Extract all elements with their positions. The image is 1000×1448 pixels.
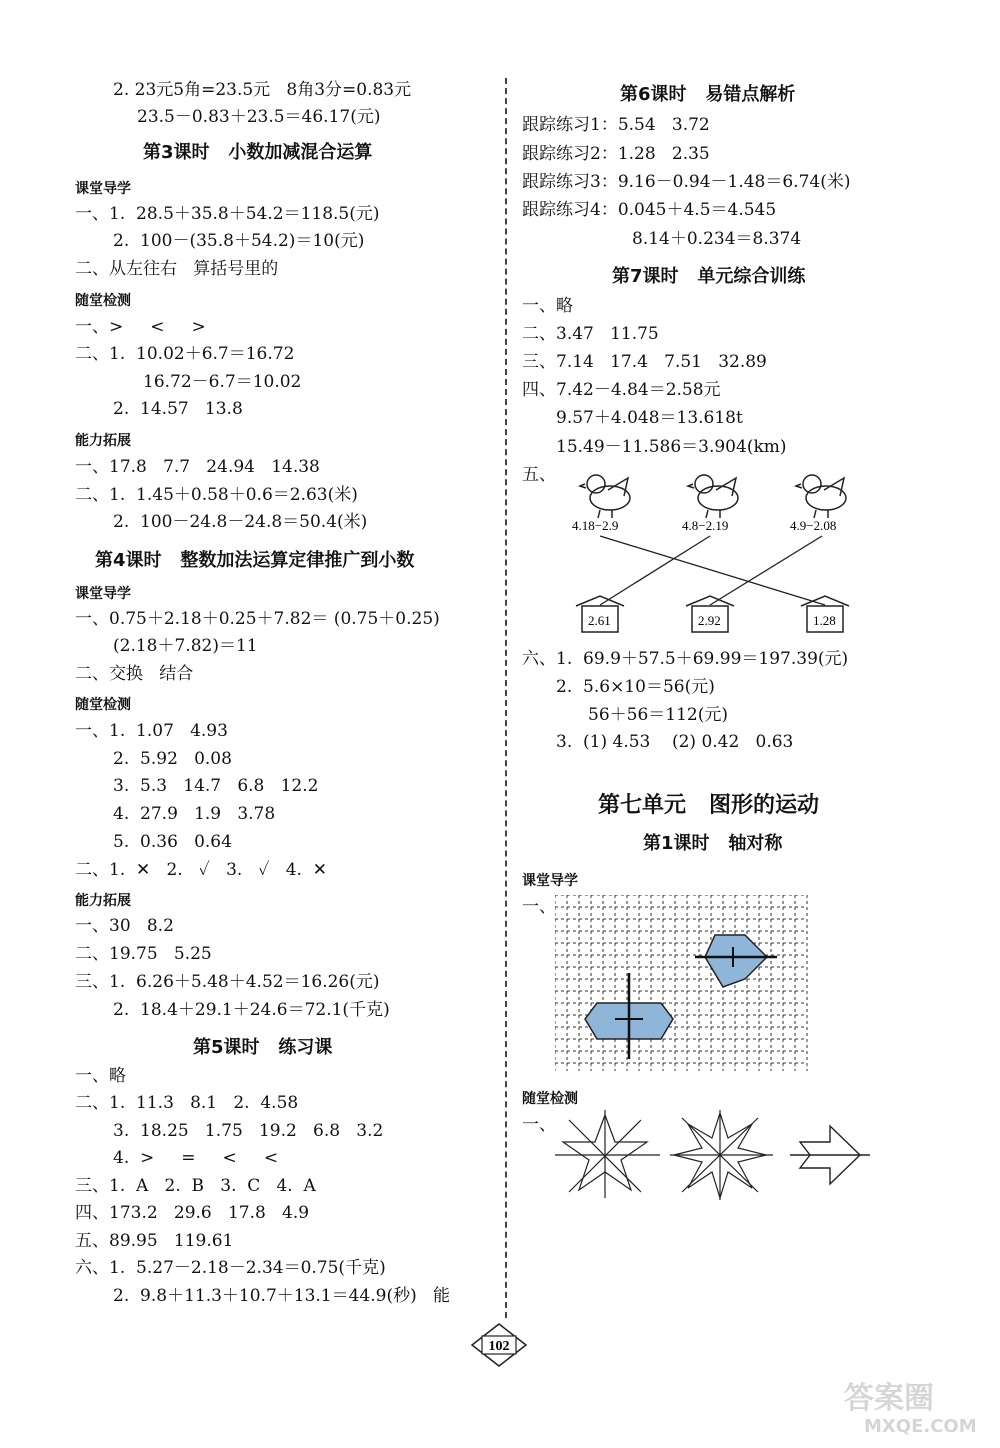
section-label: 随堂检测 xyxy=(75,293,131,309)
section-label: 能力拓展 xyxy=(75,433,131,449)
answer-line: 2. 100－(35.8＋54.2)＝10(元) xyxy=(113,231,365,251)
answer-line: 六、1. 69.9＋57.5＋69.99＝197.39(元) xyxy=(522,649,849,669)
bird-2-icon xyxy=(688,475,738,518)
section-label: 课堂导学 xyxy=(75,181,131,197)
answer-line: 三、1. 6.26＋5.48＋4.52＝16.26(元) xyxy=(75,972,380,992)
star-2-icon xyxy=(670,1110,773,1200)
answer-line: 一、0.75＋2.18＋0.25＋7.82＝ (0.75＋0.25) xyxy=(75,609,440,629)
answer-line: 三、1. A 2. B 3. C 4. A xyxy=(75,1176,316,1196)
answer-line: 一、略 xyxy=(522,296,573,316)
answer-line: 2. 14.57 13.8 xyxy=(113,399,243,419)
answer-line: 5. 0.36 0.64 xyxy=(113,832,232,852)
lesson-4-title: 第4课时 整数加法运算定律推广到小数 xyxy=(95,550,415,571)
symmetry-grid-figure xyxy=(555,895,815,1075)
matching-line xyxy=(710,536,822,605)
house-label: 2.61 xyxy=(588,613,611,628)
answer-line: 跟踪练习3：9.16－0.94－1.48＝6.74(米) xyxy=(522,172,851,192)
answer-line: 二、交换 结合 xyxy=(75,664,194,684)
answer-line: 4. 27.9 1.9 3.78 xyxy=(113,804,276,824)
answer-line: 一、1. 28.5＋35.8＋54.2＝118.5(元) xyxy=(75,204,380,224)
answer-line: 3. (1) 4.53 (2) 0.42 0.63 xyxy=(556,732,794,752)
answer-line: 跟踪练习4：0.045＋4.5＝4.545 xyxy=(522,200,777,220)
lesson-5-title: 第5课时 练习课 xyxy=(193,1037,333,1058)
answer-line: 一、 xyxy=(522,897,556,917)
answer-line: 五、89.95 119.61 xyxy=(75,1231,234,1251)
answer-line: 8.14＋0.234＝8.374 xyxy=(632,229,802,249)
answer-line: 3. 18.25 1.75 19.2 6.8 3.2 xyxy=(113,1121,384,1141)
answer-line: 四、173.2 29.6 17.8 4.9 xyxy=(75,1203,310,1223)
answer-line: 一、 xyxy=(522,1115,556,1135)
svg-text:MXQE.COM: MXQE.COM xyxy=(864,1416,977,1437)
answer-line: 56＋56＝112(元) xyxy=(588,705,728,725)
answer-line: (2.18＋7.82)＝11 xyxy=(113,636,258,656)
matching-line xyxy=(600,536,825,605)
bird-1-icon xyxy=(580,475,630,518)
answer-line: 五、 xyxy=(522,465,556,485)
answer-line: 16.72－6.7＝10.02 xyxy=(143,372,302,392)
unit-7-title: 第七单元 图形的运动 xyxy=(598,793,819,818)
section-label: 能力拓展 xyxy=(75,893,131,909)
lesson-1-title: 第1课时 轴对称 xyxy=(643,833,783,854)
arrow-icon xyxy=(790,1126,870,1184)
answer-line: 2. 100－24.8－24.8＝50.4(米) xyxy=(113,512,368,532)
answer-line: 二、1. ✕ 2. ✓ 3. ✓ 4. ✕ xyxy=(75,860,327,880)
answer-line: 2. 5.92 0.08 xyxy=(113,749,232,769)
answer-line: 二、从左往右 算括号里的 xyxy=(75,259,279,279)
answer-line: 2. 5.6×10＝56(元) xyxy=(556,677,715,697)
answer-line: 2. 23元5角=23.5元 8角3分=0.83元 xyxy=(113,80,412,100)
symmetry-figures xyxy=(555,1110,875,1200)
answer-line: 跟踪练习2：1.28 2.35 xyxy=(522,144,710,164)
answer-line: 一、> < > xyxy=(75,317,206,337)
answer-line: 跟踪练习1：5.54 3.72 xyxy=(522,115,710,135)
bird-house-matching-diagram xyxy=(560,470,860,640)
page-number: 102 xyxy=(488,1339,510,1354)
answer-line: 二、1. 1.45＋0.58＋0.6＝2.63(米) xyxy=(75,485,358,505)
section-label: 随堂检测 xyxy=(522,1091,578,1107)
watermark-logo xyxy=(834,1370,984,1440)
kite-shape xyxy=(705,935,767,987)
answer-line: 二、19.75 5.25 xyxy=(75,944,212,964)
answer-line: 15.49－11.586＝3.904(km) xyxy=(556,437,787,457)
bird-3-icon xyxy=(796,475,846,518)
answer-line: 23.5－0.83＋23.5＝46.17(元) xyxy=(137,107,381,127)
answer-line: 2. 18.4＋29.1＋24.6＝72.1(千克) xyxy=(113,1000,390,1020)
house-label: 1.28 xyxy=(813,613,836,628)
answer-line: 三、7.14 17.4 7.51 32.89 xyxy=(522,352,767,372)
answer-line: 9.57＋4.048＝13.618t xyxy=(556,408,743,428)
bird-label: 4.18−2.9 xyxy=(572,518,619,533)
answer-line: 2. 9.8＋11.3＋10.7＋13.1＝44.9(秒) 能 xyxy=(113,1286,450,1306)
answer-line: 3. 5.3 14.7 6.8 12.2 xyxy=(113,776,319,796)
answer-line: 4. > = < < xyxy=(113,1148,279,1168)
answer-line: 四、7.42－4.84＝2.58元 xyxy=(522,380,721,400)
lesson-6-title: 第6课时 易错点解析 xyxy=(620,84,796,105)
bird-label: 4.8−2.19 xyxy=(682,518,729,533)
matching-line xyxy=(600,536,710,605)
lesson-7-title: 第7课时 单元综合训练 xyxy=(612,266,806,287)
answer-line: 二、1. 10.02＋6.7＝16.72 xyxy=(75,344,295,364)
section-label: 课堂导学 xyxy=(75,586,131,602)
lesson-3-title: 第3课时 小数加减混合运算 xyxy=(143,142,373,163)
answer-line: 二、3.47 11.75 xyxy=(522,324,659,344)
answer-line: 一、17.8 7.7 24.94 14.38 xyxy=(75,457,320,477)
answer-line: 一、30 8.2 xyxy=(75,916,174,936)
answer-line: 一、1. 1.07 4.93 xyxy=(75,721,228,741)
svg-text:答案圈: 答案圈 xyxy=(844,1381,934,1416)
answer-line: 一、略 xyxy=(75,1066,126,1086)
section-label: 课堂导学 xyxy=(522,873,578,889)
star-1-icon xyxy=(555,1110,660,1198)
page-number-badge xyxy=(470,1322,528,1368)
house-label: 2.92 xyxy=(698,613,721,628)
answer-line: 二、1. 11.3 8.1 2. 4.58 xyxy=(75,1093,299,1113)
bird-label: 4.9−2.08 xyxy=(790,518,837,533)
answer-line: 六、1. 5.27－2.18－2.34＝0.75(千克) xyxy=(75,1258,386,1278)
column-divider xyxy=(505,78,507,1318)
section-label: 随堂检测 xyxy=(75,697,131,713)
